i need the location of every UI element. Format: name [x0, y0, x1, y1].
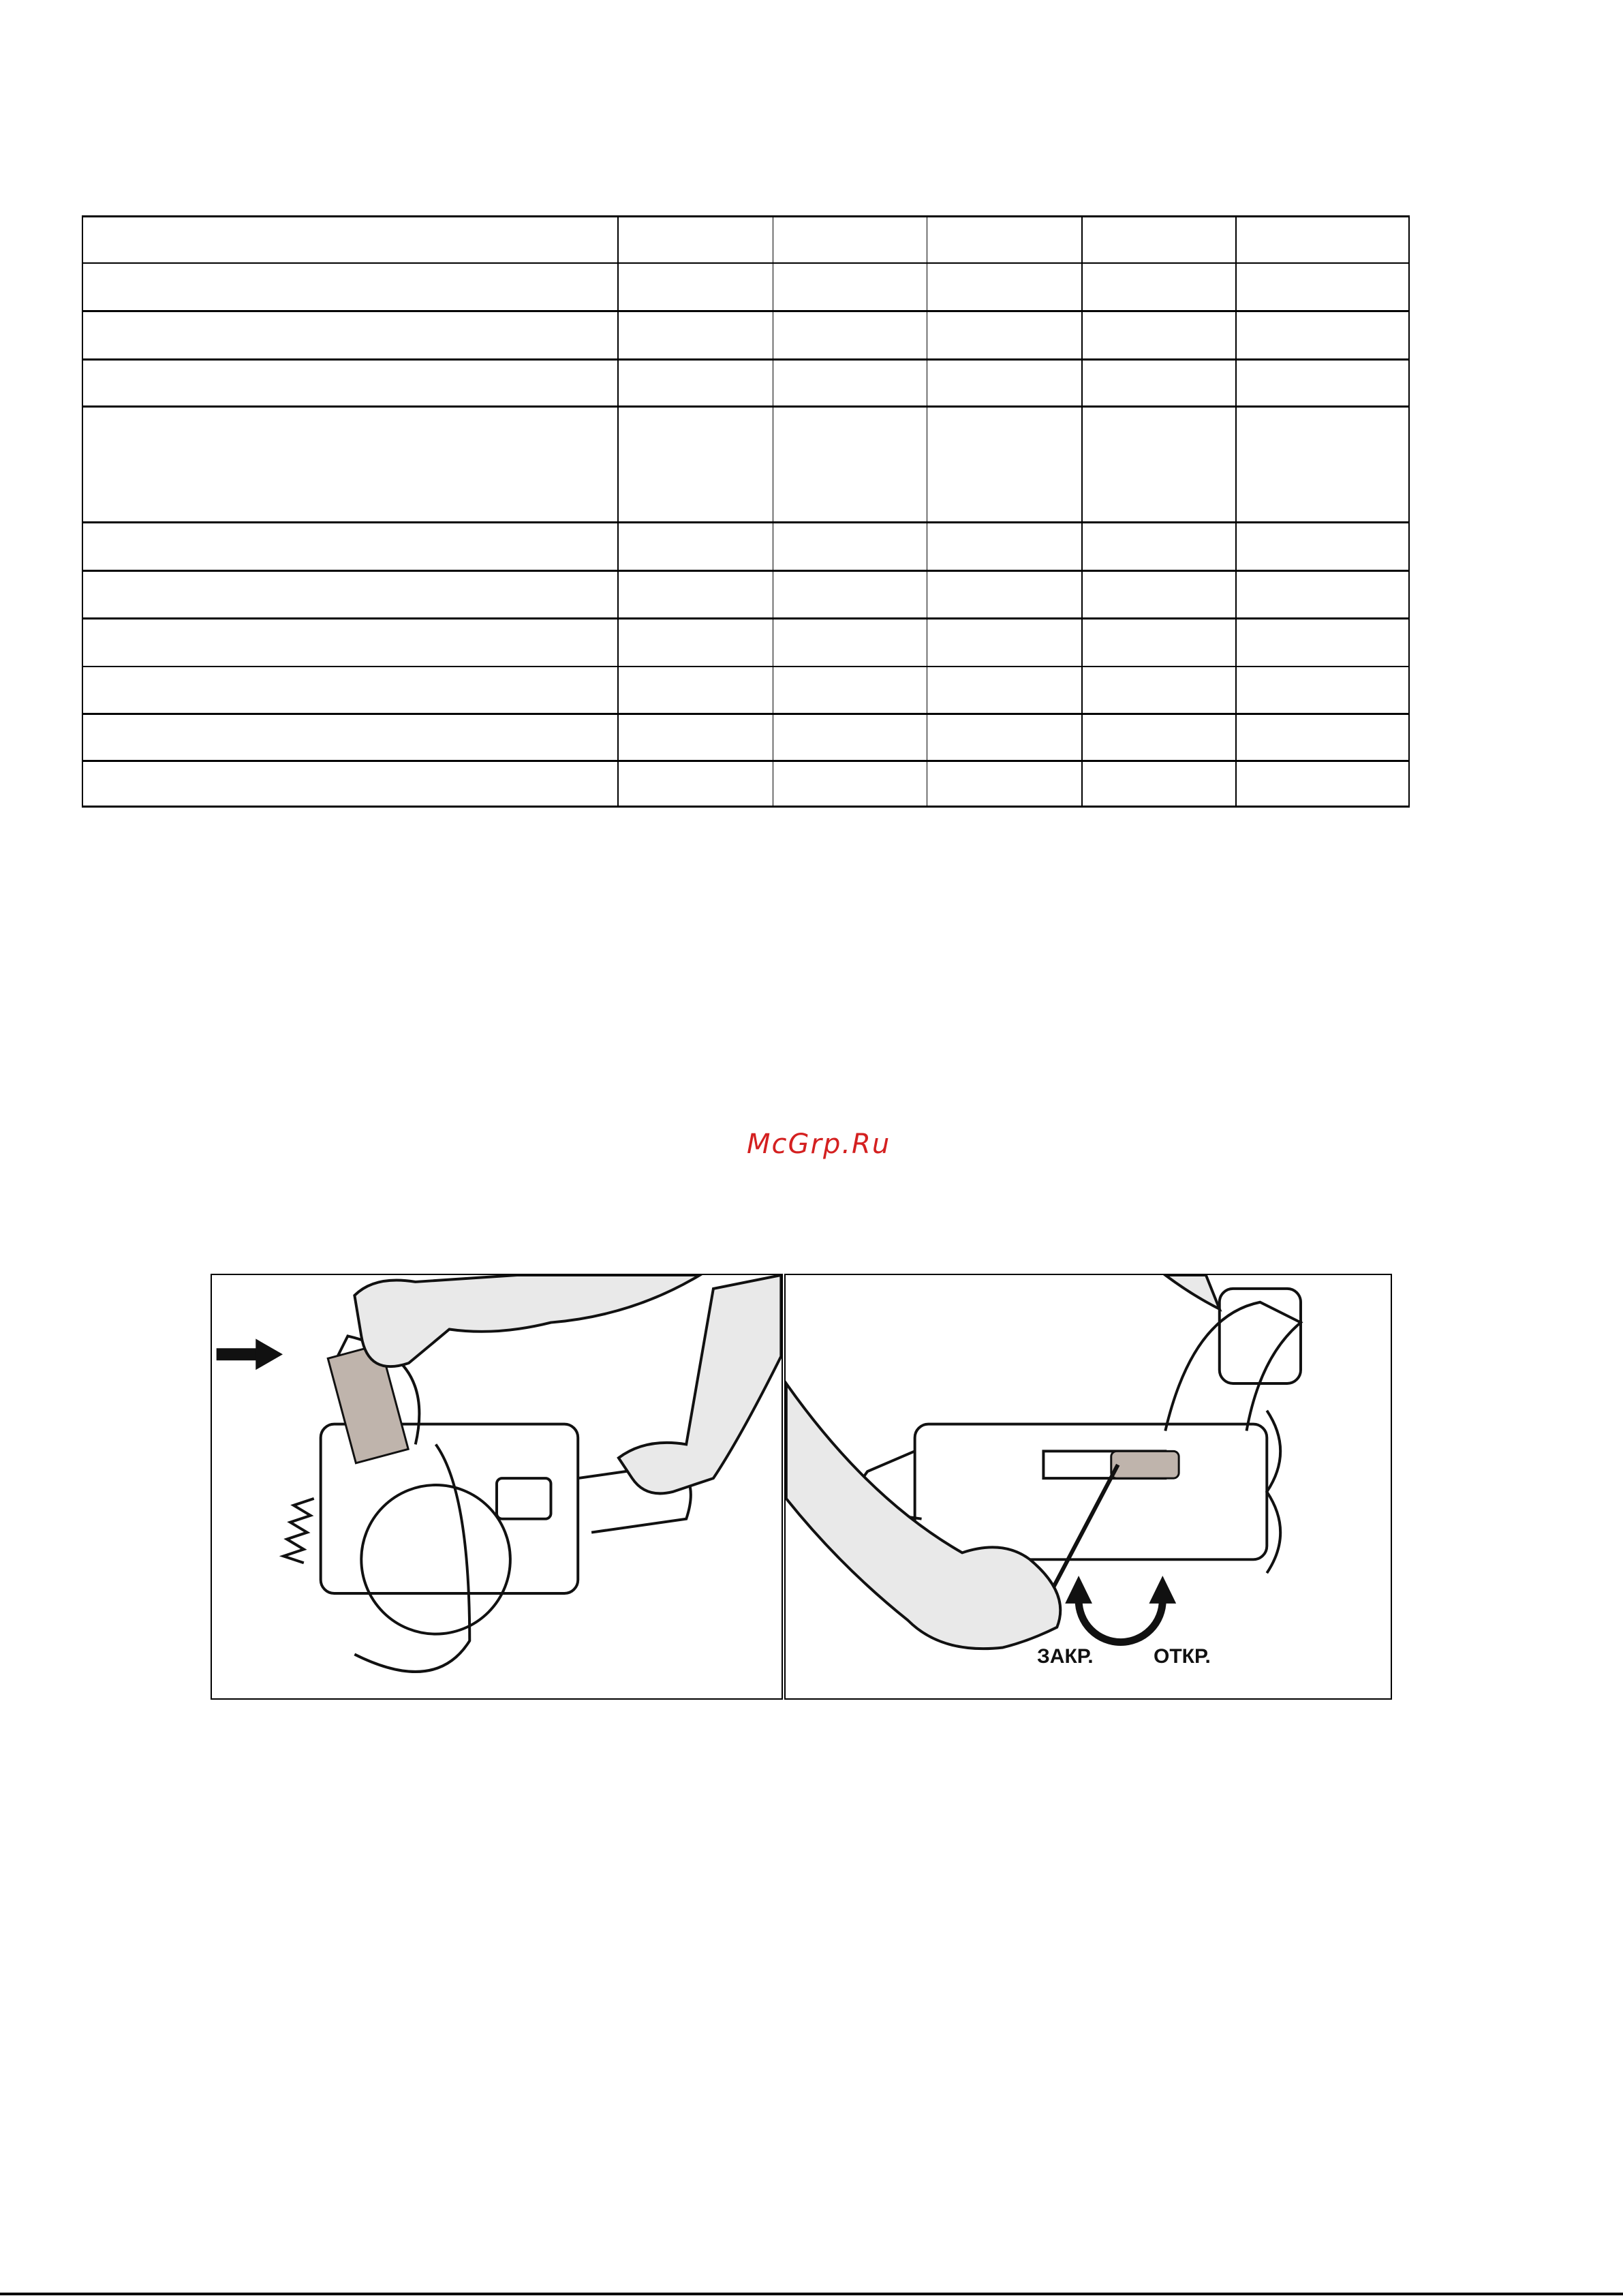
- table-rule: [82, 521, 1410, 523]
- table-rule: [82, 617, 1410, 619]
- table-col-rule: [1408, 215, 1410, 807]
- table-col-rule: [82, 215, 83, 807]
- chainsaw-illustration-right: [786, 1275, 1391, 1698]
- table-rule: [82, 262, 1410, 264]
- figure-chain-tension: [784, 1274, 1392, 1700]
- chainsaw-illustration-left: [212, 1275, 782, 1698]
- hand-top: [1165, 1275, 1219, 1309]
- open-label: ОТКР.: [1154, 1645, 1211, 1668]
- table-rule: [82, 215, 1410, 217]
- table-col-rule: [617, 215, 619, 807]
- table-rule: [82, 358, 1410, 361]
- page-bottom-rule: [0, 2293, 1623, 2295]
- table-col-rule: [1235, 215, 1237, 807]
- table-rule: [82, 806, 1410, 808]
- table-rule: [82, 570, 1410, 572]
- table-rule: [82, 310, 1410, 312]
- table-rule: [82, 405, 1410, 408]
- table-rule: [82, 713, 1410, 715]
- arrow-right-icon: [217, 1338, 283, 1370]
- double-arrow-icon: [1065, 1576, 1176, 1642]
- bar-nut: [1111, 1451, 1179, 1478]
- table-rule: [82, 666, 1410, 667]
- hand-right: [619, 1275, 781, 1493]
- table-col-rule: [1081, 215, 1083, 807]
- close-label: ЗАКР.: [1037, 1645, 1094, 1668]
- spec-table: [82, 215, 1410, 807]
- figure-chain-brake: [211, 1274, 783, 1700]
- screwdriver: [1050, 1465, 1117, 1593]
- hand-left: [354, 1275, 700, 1366]
- table-rule: [82, 760, 1410, 762]
- watermark: McGrp.Ru: [747, 1129, 891, 1160]
